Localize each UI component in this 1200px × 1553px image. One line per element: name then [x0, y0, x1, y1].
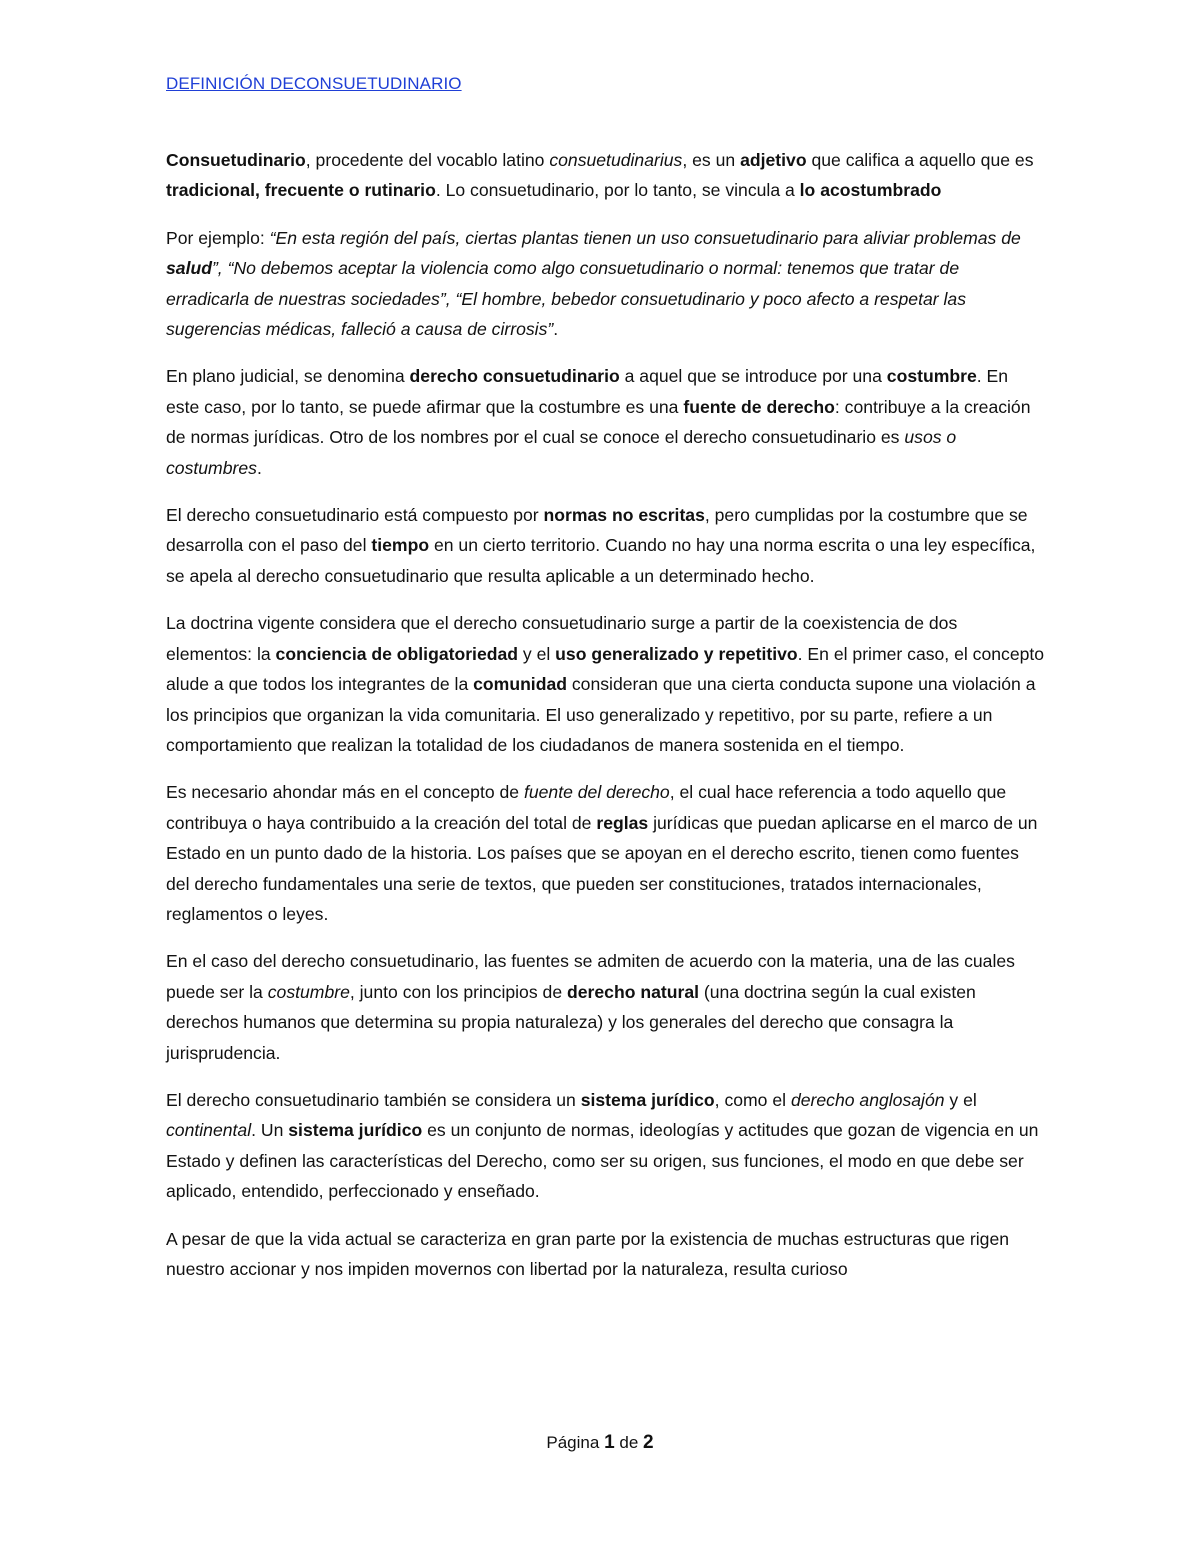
- document-body: [166, 145, 1046, 1301]
- text-run: : contribuye a la creación de normas jurídicas. Otro de los nombres por el cual se conoce el derecho consuetudinario es: [166, 396, 1031, 448]
- footer-total-pages: 2: [643, 1432, 654, 1453]
- page-title-link[interactable]: DEFINICIÓN DECONSUETUDINARIO: [166, 74, 462, 93]
- paragraph: [166, 1224, 1046, 1285]
- text-run: consideran que una cierta conducta supone una violación a los principios que organizan la vida comunitaria. El uso generalizado y repetitivo, por su parte, refiere a un comportamiento que realizan la totalidad de los ciudadanos de manera sostenida en el tiempo.: [166, 674, 1036, 755]
- text-run: lo acostumbrado: [799, 180, 942, 201]
- text-run: . En el primer caso, el concepto alude a que todos los integrantes de la: [166, 643, 1045, 695]
- paragraph: [166, 361, 1046, 483]
- text-run: reglas: [596, 812, 649, 833]
- text-run: que califica a aquello que es: [806, 150, 1034, 170]
- text-run: salud: [166, 258, 212, 279]
- text-run: consuetudinarius: [549, 150, 683, 170]
- footer-separator: de: [619, 1433, 639, 1452]
- paragraph: [166, 500, 1046, 591]
- text-run: La doctrina vigente considera que el derecho consuetudinario surge a partir de la coexistencia de dos elementos: la: [166, 613, 958, 664]
- text-run: El derecho consuetudinario también se considera un: [166, 1089, 581, 1110]
- text-run: adjetivo: [740, 150, 807, 170]
- text-run: (una doctrina según la cual existen derechos humanos que determina su propia naturaleza) y los generales del derecho que consagra la jurisprudencia.: [166, 981, 976, 1063]
- text-run: jurídicas que puedan aplicarse en el marco de un Estado en un punto dado de la historia. Los países que se apoyan en el derecho escrito, tienen como fuentes del derecho fundamentales una serie de textos, que pueden ser constituciones, tratados internacionales, reglamentos o leyes.: [166, 812, 1038, 924]
- text-run: “En esta región del país, ciertas plantas tienen un uso consuetudinario para aliviar problemas de: [269, 227, 1021, 248]
- text-run: costumbre: [267, 981, 350, 1002]
- footer-current-page: 1: [604, 1432, 615, 1453]
- text-run: fuente del derecho: [523, 782, 670, 803]
- text-run: . Lo consuetudinario, por lo tanto, se vincula a: [435, 180, 800, 201]
- text-run: , pero cumplidas por la costumbre que se desarrolla con el paso del: [166, 505, 1028, 556]
- text-run: En plano judicial, se denomina: [166, 366, 410, 387]
- text-run: a aquel que se introduce por una: [619, 366, 887, 387]
- text-run: uso generalizado y repetitivo: [555, 643, 798, 664]
- text-run: es un conjunto de normas, ideologías y actitudes que gozan de vigencia en un Estado y definen las características del Derecho, como ser su origen, sus funciones, el modo en que debe ser aplicado, entendido, perfeccionado y enseñado.: [166, 1120, 1039, 1202]
- paragraph: [166, 946, 1046, 1068]
- text-run: derecho consuetudinario: [409, 366, 620, 387]
- page-footer: [0, 1432, 1200, 1454]
- paragraph: [166, 608, 1046, 760]
- footer-label: Página: [546, 1433, 600, 1452]
- text-run: sistema jurídico: [288, 1120, 423, 1141]
- text-run: , el cual hace referencia a todo aquello que contribuya o haya contribuido a la creación del total de: [166, 782, 1007, 833]
- text-run: , junto con los principios de: [349, 981, 567, 1002]
- text-run: , procedente del vocablo latino: [305, 150, 550, 170]
- text-run: en un cierto territorio. Cuando no hay una norma escrita o una ley específica, se apela al derecho consuetudinario que resulta aplicable a un determinado hecho.: [166, 535, 1036, 586]
- text-run: derecho anglosajón: [790, 1089, 945, 1110]
- paragraph: [166, 223, 1046, 345]
- paragraph: [166, 1085, 1046, 1207]
- text-run: normas no escritas: [543, 505, 705, 526]
- text-run: Por ejemplo:: [166, 227, 270, 248]
- text-run: . En este caso, por lo tanto, se puede afirmar que la costumbre es una: [166, 366, 1009, 417]
- text-run: . Un: [251, 1120, 289, 1141]
- text-run: Es necesario ahondar más en el concepto de: [166, 782, 524, 803]
- text-run: tradicional, frecuente o rutinario: [166, 180, 436, 201]
- text-run: tiempo: [371, 535, 430, 556]
- text-run: fuente de derecho: [683, 396, 835, 417]
- text-run: sistema jurídico: [580, 1089, 715, 1110]
- text-run: ”, “No debemos aceptar la violencia como algo consuetudinario o normal: tenemos que tratar de erradicarla de nuestras sociedades”, “El hombre, bebedor consuetudinario y poco afecto a respetar las sugerencias médicas, falleció a causa de cirrosis”: [166, 258, 966, 340]
- text-run: costumbre: [886, 366, 977, 387]
- text-run: Consuetudinario: [166, 150, 306, 170]
- text-run: , es un: [682, 150, 741, 170]
- text-run: , como el: [714, 1089, 791, 1110]
- text-run: .: [553, 319, 559, 340]
- text-run: conciencia de obligatoriedad: [275, 643, 519, 664]
- text-run: derecho natural: [567, 981, 699, 1002]
- text-run: A pesar de que la vida actual se caracteriza en gran parte por la existencia de muchas estructuras que rigen nuestro accionar y nos impiden movernos con libertad por la naturaleza, resulta curioso: [166, 1228, 1010, 1279]
- text-run: continental: [166, 1120, 252, 1141]
- text-run: usos o costumbres: [166, 427, 957, 478]
- text-run: .: [256, 457, 262, 478]
- text-run: comunidad: [473, 674, 567, 695]
- text-run: y el: [518, 643, 556, 664]
- text-run: y el: [944, 1089, 977, 1110]
- paragraph: [166, 777, 1046, 929]
- text-run: En el caso del derecho consuetudinario, las fuentes se admiten de acuerdo con la materia, una de las cuales puede ser la: [166, 951, 1015, 1002]
- paragraph: [166, 145, 1046, 206]
- text-run: El derecho consuetudinario está compuesto por: [166, 505, 544, 526]
